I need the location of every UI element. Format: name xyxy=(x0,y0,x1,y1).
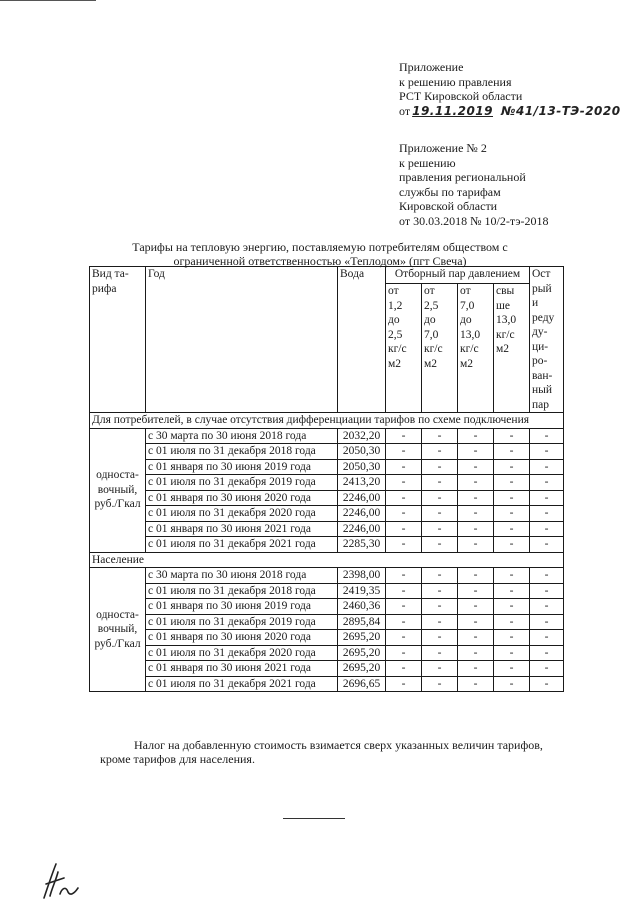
water-tariff-cell: 2050,30 xyxy=(338,444,386,460)
header-line: ше xyxy=(496,299,510,312)
period-cell: с 01 июля по 31 декабря 2021 года xyxy=(146,537,338,553)
steam-tariff-cell: - xyxy=(386,459,422,475)
steam-tariff-cell: - xyxy=(458,676,494,692)
header-line: 13,0 xyxy=(496,314,517,326)
steam-tariff-cell: - xyxy=(386,630,422,646)
steam-tariff-cell: - xyxy=(494,428,530,444)
header-line: пар xyxy=(532,398,550,411)
water-tariff-cell: 2398,00 xyxy=(338,568,386,584)
steam-tariff-cell: - xyxy=(422,537,458,553)
period-cell: с 01 июля по 31 декабря 2019 года xyxy=(146,475,338,491)
water-tariff-cell: 2895,84 xyxy=(338,614,386,630)
steam-tariff-cell: - xyxy=(530,630,564,646)
appendix-1-date-prefix: от xyxy=(399,103,411,118)
steam-tariff-cell: - xyxy=(422,490,458,506)
steam-tariff-cell: - xyxy=(530,614,564,630)
appendix-2-line-5: Кировской области xyxy=(399,199,498,213)
period-cell: с 30 марта по 30 июня 2018 года xyxy=(146,568,338,584)
water-tariff-cell: 2246,00 xyxy=(338,521,386,537)
steam-tariff-cell: - xyxy=(422,630,458,646)
steam-tariff-cell: - xyxy=(458,521,494,537)
table-row xyxy=(90,568,564,584)
appendix-header-2 xyxy=(399,141,549,228)
appendix-1-line-3: РСТ Кировской области xyxy=(399,89,523,103)
signature-mark-icon xyxy=(38,858,82,904)
steam-tariff-cell: - xyxy=(422,661,458,677)
header-line: ван- xyxy=(532,369,553,382)
appendix-2-line-4: службы по тарифам xyxy=(399,184,501,199)
steam-tariff-cell: - xyxy=(422,459,458,475)
steam-tariff-cell: - xyxy=(494,630,530,646)
table-row xyxy=(90,506,564,522)
steam-tariff-cell: - xyxy=(422,645,458,661)
steam-tariff-cell: - xyxy=(494,676,530,692)
header-line: Ост xyxy=(532,268,551,280)
appendix-2-line-3: правления региональной xyxy=(399,170,526,184)
water-tariff-cell: 2695,20 xyxy=(338,630,386,646)
header-year: Год xyxy=(146,267,338,413)
header-line: 13,0 xyxy=(460,328,481,341)
header-sharp-steam xyxy=(530,267,564,413)
steam-tariff-cell: - xyxy=(530,459,564,475)
tariff-kind-line: вочный, xyxy=(97,483,138,496)
steam-tariff-cell: - xyxy=(530,568,564,584)
steam-tariff-cell: - xyxy=(422,599,458,615)
steam-tariff-cell: - xyxy=(494,537,530,553)
header-line: м2 xyxy=(496,343,510,355)
steam-tariff-cell: - xyxy=(530,599,564,615)
tariff-kind-line: односта- xyxy=(96,469,139,482)
period-cell: с 01 июля по 31 декабря 2019 года xyxy=(146,614,338,630)
period-cell: с 01 января по 30 июня 2019 года xyxy=(146,599,338,615)
table-row xyxy=(90,676,564,692)
water-tariff-cell: 2460,36 xyxy=(338,599,386,615)
steam-tariff-cell: - xyxy=(494,661,530,677)
header-steam-1 xyxy=(386,284,422,413)
header-steam-2 xyxy=(422,284,458,413)
header-line: 7,0 xyxy=(424,328,439,341)
steam-tariff-cell: - xyxy=(386,490,422,506)
header-line: 7,0 xyxy=(460,299,475,312)
table-row xyxy=(90,444,564,460)
period-cell: с 01 января по 30 июня 2020 года xyxy=(146,630,338,646)
period-cell: с 01 января по 30 июня 2021 года xyxy=(146,521,338,537)
steam-tariff-cell: - xyxy=(422,521,458,537)
steam-tariff-cell: - xyxy=(530,475,564,491)
section-title: Для потребителей, в случае отсутствия дифференциации тарифов по схеме подключения xyxy=(90,413,564,429)
header-line: кг/с xyxy=(424,343,443,355)
tariff-kind-line: вочный, xyxy=(97,623,138,636)
header-line: от xyxy=(460,285,471,297)
appendix-1-line-2: к решению правления xyxy=(399,74,512,89)
table-row xyxy=(90,583,564,599)
header-line: до xyxy=(460,314,472,326)
steam-tariff-cell: - xyxy=(458,583,494,599)
appendix-2-line-1: Приложение № 2 xyxy=(399,141,487,155)
steam-tariff-cell: - xyxy=(530,645,564,661)
steam-tariff-cell: - xyxy=(530,428,564,444)
water-tariff-cell: 2285,30 xyxy=(338,537,386,553)
handwritten-date: 19.11.2019 xyxy=(412,103,494,118)
header-line: кг/с xyxy=(460,343,479,355)
period-cell: с 01 июля по 31 декабря 2021 года xyxy=(146,676,338,692)
steam-tariff-cell: - xyxy=(386,506,422,522)
steam-tariff-cell: - xyxy=(494,599,530,615)
steam-tariff-cell: - xyxy=(458,490,494,506)
steam-tariff-cell: - xyxy=(458,428,494,444)
steam-tariff-cell: - xyxy=(386,428,422,444)
steam-tariff-cell: - xyxy=(458,645,494,661)
document-title xyxy=(100,240,540,268)
table-row xyxy=(90,661,564,677)
header-line: м2 xyxy=(388,357,402,370)
table-row xyxy=(90,490,564,506)
steam-tariff-cell: - xyxy=(458,506,494,522)
period-cell: с 01 июля по 31 декабря 2020 года xyxy=(146,506,338,522)
tariff-table xyxy=(89,266,564,692)
header-steam-group: Отборный пар давлением xyxy=(386,267,530,284)
period-cell: с 01 июля по 31 декабря 2018 года xyxy=(146,444,338,460)
steam-tariff-cell: - xyxy=(458,614,494,630)
table-row xyxy=(90,475,564,491)
steam-tariff-cell: - xyxy=(494,459,530,475)
section-title: Население xyxy=(90,552,564,568)
water-tariff-cell: 2246,00 xyxy=(338,490,386,506)
steam-tariff-cell: - xyxy=(386,521,422,537)
steam-tariff-cell: - xyxy=(422,583,458,599)
water-tariff-cell: 2032,20 xyxy=(338,428,386,444)
steam-tariff-cell: - xyxy=(458,568,494,584)
vat-footnote xyxy=(100,738,580,766)
steam-tariff-cell: - xyxy=(494,444,530,460)
steam-tariff-cell: - xyxy=(386,475,422,491)
steam-tariff-cell: - xyxy=(386,537,422,553)
header-steam-4 xyxy=(494,284,530,413)
period-cell: с 01 января по 30 июня 2019 года xyxy=(146,459,338,475)
water-tariff-cell: 2246,00 xyxy=(338,506,386,522)
steam-tariff-cell: - xyxy=(386,614,422,630)
header-line: ду- xyxy=(532,326,548,338)
steam-tariff-cell: - xyxy=(458,599,494,615)
header-line: от xyxy=(424,285,435,297)
header-kind xyxy=(90,267,146,413)
table-row xyxy=(90,521,564,537)
steam-tariff-cell: - xyxy=(530,583,564,599)
steam-tariff-cell: - xyxy=(458,459,494,475)
title-line-1: Тарифы на тепловую энергию, поставляемую потребителям обществом с xyxy=(132,240,508,254)
steam-tariff-cell: - xyxy=(530,537,564,553)
header-water: Вода xyxy=(338,267,386,413)
steam-tariff-cell: - xyxy=(386,661,422,677)
header-line: м2 xyxy=(424,357,438,370)
steam-tariff-cell: - xyxy=(422,428,458,444)
period-cell: с 01 июля по 31 декабря 2018 года xyxy=(146,583,338,599)
steam-tariff-cell: - xyxy=(422,444,458,460)
steam-tariff-cell: - xyxy=(386,676,422,692)
end-divider xyxy=(283,818,345,819)
steam-tariff-cell: - xyxy=(458,475,494,491)
period-cell: с 01 июля по 31 декабря 2020 года xyxy=(146,645,338,661)
table-row xyxy=(90,630,564,646)
header-line: 2,5 xyxy=(424,299,439,312)
table-row xyxy=(90,614,564,630)
appendix-1-date-row xyxy=(399,104,621,119)
steam-tariff-cell: - xyxy=(494,645,530,661)
tariff-kind-line: руб./Гкал xyxy=(94,498,141,511)
header-line: от xyxy=(388,285,399,297)
steam-tariff-cell: - xyxy=(458,444,494,460)
header-line: реду xyxy=(532,311,555,324)
steam-tariff-cell: - xyxy=(530,676,564,692)
title-line-2: ограниченной ответственностью «Теплодом» (пгт Свеча) xyxy=(173,254,467,268)
tariff-kind-cell xyxy=(90,428,146,552)
header-line: 2,5 xyxy=(388,328,403,341)
footnote-line-2: кроме тарифов для населения. xyxy=(100,752,255,766)
steam-tariff-cell: - xyxy=(530,490,564,506)
header-line: 1,2 xyxy=(388,299,403,312)
steam-tariff-cell: - xyxy=(530,506,564,522)
period-cell: с 01 января по 30 июня 2020 года xyxy=(146,490,338,506)
steam-tariff-cell: - xyxy=(422,614,458,630)
header-line: до xyxy=(388,314,400,326)
table-row xyxy=(90,645,564,661)
steam-tariff-cell: - xyxy=(530,661,564,677)
table-row xyxy=(90,537,564,553)
footnote-line-1: Налог на добавленную стоимость взимается сверх указанных величин тарифов, xyxy=(134,738,543,752)
water-tariff-cell: 2050,30 xyxy=(338,459,386,475)
header-line: свы xyxy=(496,285,515,297)
steam-tariff-cell: - xyxy=(494,521,530,537)
period-cell: с 30 марта по 30 июня 2018 года xyxy=(146,428,338,444)
header-steam-3 xyxy=(458,284,494,413)
header-line: ро- xyxy=(532,355,548,367)
steam-tariff-cell: - xyxy=(494,475,530,491)
header-line: ный xyxy=(532,384,553,396)
header-line: ци- xyxy=(532,340,549,353)
header-line: Вид та- xyxy=(92,268,129,280)
steam-tariff-cell: - xyxy=(422,506,458,522)
header-line: кг/с xyxy=(388,343,407,355)
header-line: и xyxy=(532,297,539,309)
steam-tariff-cell: - xyxy=(458,661,494,677)
steam-tariff-cell: - xyxy=(494,583,530,599)
water-tariff-cell: 2696,65 xyxy=(338,676,386,692)
steam-tariff-cell: - xyxy=(494,506,530,522)
appendix-1-line-1: Приложение xyxy=(399,60,464,74)
steam-tariff-cell: - xyxy=(530,444,564,460)
steam-tariff-cell: - xyxy=(386,568,422,584)
water-tariff-cell: 2419,35 xyxy=(338,583,386,599)
steam-tariff-cell: - xyxy=(458,537,494,553)
header-line: рифа xyxy=(92,282,117,295)
steam-tariff-cell: - xyxy=(494,614,530,630)
steam-tariff-cell: - xyxy=(386,645,422,661)
steam-tariff-cell: - xyxy=(386,599,422,615)
steam-tariff-cell: - xyxy=(422,676,458,692)
steam-tariff-cell: - xyxy=(422,568,458,584)
handwritten-number: №41/13-ТЭ-2020 xyxy=(501,103,621,118)
water-tariff-cell: 2695,20 xyxy=(338,645,386,661)
top-edge-rule xyxy=(0,0,96,1)
tariff-kind-line: руб./Гкал xyxy=(94,637,141,650)
appendix-2-line-2: к решению xyxy=(399,155,456,170)
water-tariff-cell: 2695,20 xyxy=(338,661,386,677)
steam-tariff-cell: - xyxy=(494,490,530,506)
steam-tariff-cell: - xyxy=(386,583,422,599)
section-header-row xyxy=(90,413,564,429)
tariff-kind-cell xyxy=(90,568,146,692)
steam-tariff-cell: - xyxy=(458,630,494,646)
steam-tariff-cell: - xyxy=(494,568,530,584)
header-line: м2 xyxy=(460,357,474,370)
header-line: рый xyxy=(532,282,552,295)
steam-tariff-cell: - xyxy=(422,475,458,491)
period-cell: с 01 января по 30 июня 2021 года xyxy=(146,661,338,677)
header-line: до xyxy=(424,314,436,326)
header-row-1 xyxy=(90,267,564,284)
tariff-kind-line: односта- xyxy=(96,608,139,621)
section-header-row xyxy=(90,552,564,568)
table-row xyxy=(90,599,564,615)
appendix-2-line-6: от 30.03.2018 № 10/2-тэ-2018 xyxy=(399,213,549,228)
table-row xyxy=(90,428,564,444)
header-line: кг/с xyxy=(496,328,515,341)
steam-tariff-cell: - xyxy=(386,444,422,460)
appendix-header-1 xyxy=(399,60,621,118)
water-tariff-cell: 2413,20 xyxy=(338,475,386,491)
table-row xyxy=(90,459,564,475)
steam-tariff-cell: - xyxy=(530,521,564,537)
